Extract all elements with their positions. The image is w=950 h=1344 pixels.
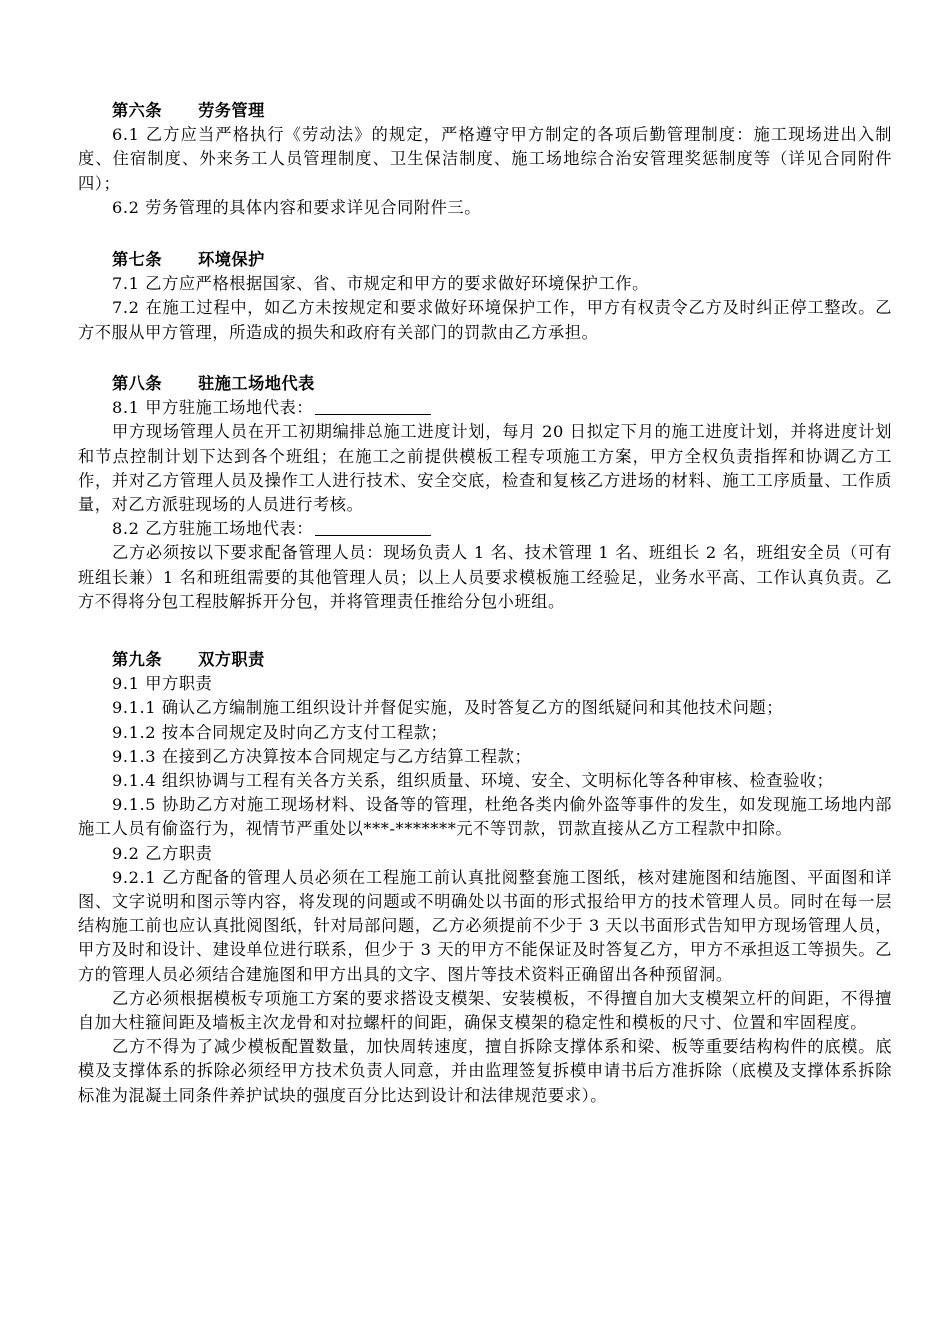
paragraph-9-1-text: 9.1 甲方职责 xyxy=(112,674,213,694)
paragraph-8-1-detail-text: 甲方现场管理人员在开工初期编排总施工进度计划，每月 20 日拟定下月的施工进度计划，并将进度计划和节点控制计划下达到各个班组；在施工之前提供模板工程专项施工方案，甲方全权负责指挥和协调乙方工作，并对乙方管理人员及操作工人进行技术、安全交底，检查和复核乙方进场的材料、施工工序质量、工作质量，对乙方派驻现场的人员进行考核。 xyxy=(78,422,892,515)
paragraph-9-1-3-text: 9.1.3 在接到乙方决算按本合同规定与乙方结算工程款； xyxy=(112,746,532,766)
section-8-heading xyxy=(112,372,892,396)
paragraph-8-2 xyxy=(78,517,892,541)
section-8-body xyxy=(78,396,892,614)
section-7-number: 第七条 xyxy=(112,250,163,269)
paragraph-7-2 xyxy=(78,296,892,344)
paragraph-9-1-4-text: 9.1.4 组织协调与工程有关各方关系，组织质量、环境、安全、文明标化等各种审核、检查验收； xyxy=(112,771,834,791)
paragraph-7-1 xyxy=(78,272,892,296)
paragraph-7-2-text: 7.2 在施工过程中，如乙方未按规定和要求做好环境保护工作，甲方有权责令乙方及时纠正停工整改。乙方不服从甲方管理，所造成的损失和政府有关部门的罚款由乙方承担。 xyxy=(78,298,892,342)
paragraph-6-2-text: 6.2 劳务管理的具体内容和要求详见合同附件三。 xyxy=(112,197,482,217)
paragraph-9-2-1-formwork-text: 乙方必须根据模板专项施工方案的要求搭设支模架、安装模板，不得擅自加大支模架立杆的间距，不得擅自加大柱箍间距及墙板主次龙骨和对拉螺杆的间距，确保支模架的稳定性和模板的尺寸、位置和牢固程度。 xyxy=(78,988,892,1033)
paragraph-8-1-detail xyxy=(78,420,892,517)
paragraph-9-1-3 xyxy=(78,745,892,769)
paragraph-9-2 xyxy=(78,842,892,866)
paragraph-6-1-text: 6.1 乙方应当严格执行《劳动法》的规定，严格遵守甲方制定的各项后勤管理制度：施工现场进出入制度、住宿制度、外来务工人员管理制度、卫生保洁制度、施工场地综合治安管理奖惩制度等（详见合同附件四）； xyxy=(78,125,892,193)
paragraph-9-1 xyxy=(78,672,892,696)
section-6-body xyxy=(78,123,892,220)
section-9-number: 第九条 xyxy=(112,650,163,669)
paragraph-9-1-1-text: 9.1.1 确认乙方编制施工组织设计并督促实施，及时答复乙方的图纸疑问和其他技术问题； xyxy=(112,698,784,718)
paragraph-9-1-5-text: 9.1.5 协助乙方对施工现场材料、设备等的管理，杜绝各类内偷外盗等事件的发生，如发现施工场地内部施工人员有偷盗行为，视情节严重处以***-*******元不等罚款，罚款直接从乙方工程款中扣除。 xyxy=(78,795,892,839)
section-6 xyxy=(78,99,892,220)
section-9 xyxy=(78,648,892,1108)
paragraph-6-2 xyxy=(78,196,892,220)
party-a-representative-blank xyxy=(315,398,431,415)
section-7 xyxy=(78,248,892,345)
section-6-number: 第六条 xyxy=(112,101,163,120)
paragraph-9-2-1-removal-text: 乙方不得为了减少模板配置数量，加快周转速度，擅自拆除支撑体系和梁、板等重要结构构件的底模。底模及支撑体系的拆除必须经甲方技术负责人同意，并由监理签复拆模申请书后方准拆除（底模及支撑体系拆除标准为混凝土同条件养护试块的强度百分比达到设计和法律规范要求）。 xyxy=(78,1037,892,1105)
paragraph-9-2-1 xyxy=(78,866,892,987)
paragraph-7-1-text: 7.1 乙方应严格根据国家、省、市规定和甲方的要求做好环境保护工作。 xyxy=(112,274,649,294)
section-9-title: 双方职责 xyxy=(198,650,265,669)
paragraph-9-2-text: 9.2 乙方职责 xyxy=(112,843,213,863)
section-9-heading xyxy=(112,648,892,672)
paragraph-9-1-5 xyxy=(78,793,892,841)
section-8-title: 驻施工场地代表 xyxy=(198,374,315,393)
section-6-heading xyxy=(112,99,892,123)
party-b-representative-blank xyxy=(315,519,431,536)
paragraph-9-1-2-text: 9.1.2 按本合同规定及时向乙方支付工程款； xyxy=(112,722,448,742)
section-7-body xyxy=(78,272,892,345)
paragraph-8-2-detail xyxy=(78,541,892,614)
paragraph-8-2-detail-text: 乙方必须按以下要求配备管理人员：现场负责人 1 名、技术管理 1 名、班组长 2 名，班组安全员（可有班组长兼）1 名和班组需要的其他管理人员；以上人员要求模板施工经验足，业务水平高、工作认真负责。乙方不得将分包工程肢解拆开分包，并将管理责任推给分包小班组。 xyxy=(78,543,892,611)
section-9-body xyxy=(78,672,892,1108)
section-7-title: 环境保护 xyxy=(198,250,265,269)
paragraph-9-1-1 xyxy=(78,696,892,720)
paragraph-9-2-1-removal xyxy=(78,1035,892,1108)
paragraph-9-1-2 xyxy=(78,721,892,745)
paragraph-6-1 xyxy=(78,123,892,196)
paragraph-8-1-text: 8.1 甲方驻施工场地代表： xyxy=(112,398,314,418)
section-7-heading xyxy=(112,248,892,272)
paragraph-9-1-4 xyxy=(78,769,892,793)
paragraph-9-2-1-formwork xyxy=(78,987,892,1035)
section-8 xyxy=(78,372,892,614)
paragraph-8-1 xyxy=(78,396,892,420)
paragraph-8-2-text: 8.2 乙方驻施工场地代表： xyxy=(112,519,314,539)
section-6-title: 劳务管理 xyxy=(198,101,265,120)
paragraph-9-2-1-text: 9.2.1 乙方配备的管理人员必须在工程施工前认真批阅整套施工图纸，核对建施图和结施图、平面图和详图、文字说明和图示等内容，将发现的问题或不明确处以书面的形式报给甲方的技术管理人员。同时在每一层结构施工前也应认真批阅图纸，针对局部问题，乙方必须提前不少于 3 天以书面形式告知甲方现场管理人员，甲方及时和设计、建设单位进行联系，但少于 3 天的甲方不能保证及时答复乙方，甲方不承担返工等损失。乙方的管理人员必须结合建施图和甲方出具的文字、图片等技术资料正确留出各种预留洞。 xyxy=(78,867,892,984)
section-8-number: 第八条 xyxy=(112,374,163,393)
